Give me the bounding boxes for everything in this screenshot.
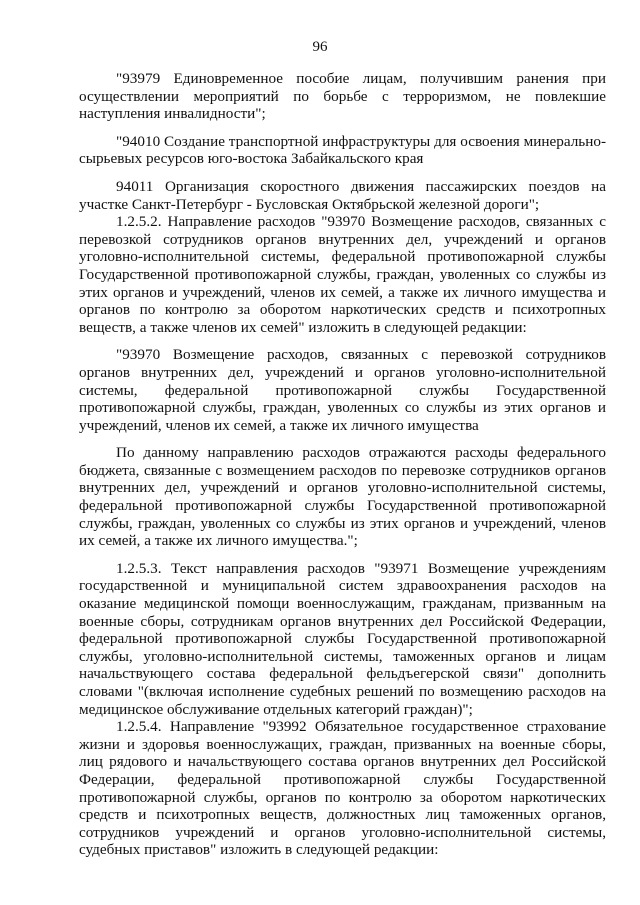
paragraph-1-2-5-4: 1.2.5.4. Направление "93992 Обязательное государственное страхование жизни и здоровья военнослужащих, граждан, призванных на военные сборы, лиц рядового и начальствующего состава органов внутренних дел Российской Федерации, федеральной противопожарной службы Государственной противопожарной службы, органов по контролю за оборотом наркотических средств и психотропных веществ, должностных лиц таможенных органов, сотрудников учреждений и органов уголовно-исполнительной системы, судебных приставов" изложить в следующей редакции:: [79, 718, 606, 859]
paragraph-1-2-5-2: 1.2.5.2. Направление расходов "93970 Возмещение расходов, связанных с перевозкой сотрудников органов внутренних дел, учреждений и органов уголовно-исполнительной системы, федеральной противопожарной службы Государственной противопожарной службы, граждан, уволенных со службы из этих органов и учреждений, членов их семей, а также их личного имущества и органов по контролю за оборотом наркотических средств и психотропных веществ, а также членов их семей" изложить в следующей редакции:: [79, 213, 606, 336]
paragraph-94011: 94011 Организация скоростного движения пассажирских поездов на участке Санкт-Петербург - Бусловская Октябрьской железной дороги";: [79, 177, 606, 213]
paragraph-94010: "94010 Создание транспортной инфраструктуры для освоения минерально-сырьевых ресурсов юго-востока Забайкальского края: [79, 132, 606, 168]
paragraph-93970-new-title: "93970 Возмещение расходов, связанных с перевозкой сотрудников органов внутренних дел, учреждений и органов уголовно-исполнительной системы, федеральной противопожарной службы Государственной противопожарной службы, граждан, уволенных со службы из этих органов и учреждений, членов их семей, а также их личного имущества: [79, 346, 606, 434]
document-body: [79, 70, 606, 859]
paragraph-1-2-5-3: 1.2.5.3. Текст направления расходов "93971 Возмещение учреждениям государственной и муниципальной систем здравоохранения расходов на оказание медицинской помощи военнослужащим, гражданам, призванным на военные сборы, сотрудникам органов внутренних дел Российской Федерации, федеральной противопожарной службы Государственной противопожарной службы, уголовно-исполнительной системы, таможенных органов и лицам начальствующего состава федеральной фельдъегерской связи" дополнить словами "(включая исполнение судебных решений по возмещению расходов на медицинское обслуживание отдельных категорий граждан)";: [79, 559, 606, 718]
paragraph-93979: "93979 Единовременное пособие лицам, получившим ранения при осуществлении мероприятий по борьбе с терроризмом, не повлекшие наступления инвалидности";: [79, 70, 606, 123]
paragraph-93970-description: По данному направлению расходов отражаются расходы федерального бюджета, связанные с возмещением расходов по перевозке сотрудников органов внутренних дел, учреждений и органов уголовно-исполнительной системы, федеральной противопожарной службы Государственной противопожарной службы, граждан, уволенных со службы из этих органов и учреждений, членов их семей, а также их личного имущества.";: [79, 444, 606, 550]
page-number: 96: [312, 39, 328, 55]
